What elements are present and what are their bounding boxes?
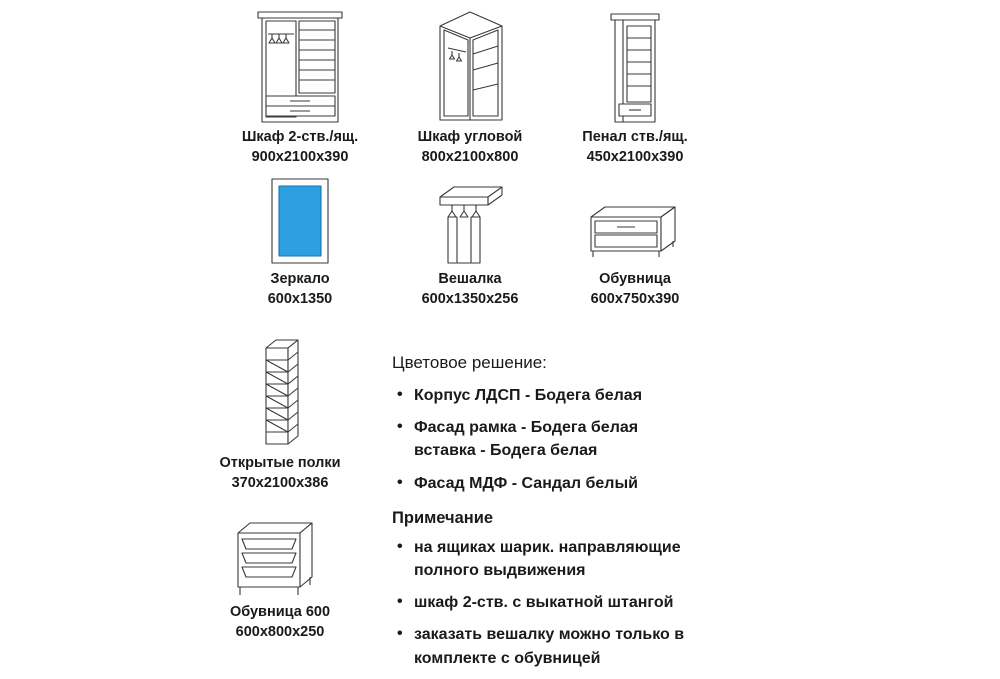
product-name: Шкаф угловой <box>417 129 523 145</box>
open-shelves-icon <box>180 332 380 454</box>
list-item <box>392 536 792 582</box>
product-name: Вешалка <box>438 271 502 287</box>
product-name: Зеркало <box>270 271 330 287</box>
product-caption <box>535 128 735 167</box>
product-dimensions: 450x2100x390 <box>586 148 684 165</box>
product-dimensions: 800x2100x800 <box>421 148 519 165</box>
product-dimensions: 370x2100x386 <box>231 474 329 491</box>
product-name: Обувница 600 <box>229 604 331 620</box>
color-scheme-item-1: Фасад рамка - Бодега белая <box>414 419 639 437</box>
product-name: Пенал ств./ящ. <box>582 129 688 145</box>
note-item-0-sub: полного выдвижения <box>414 561 586 579</box>
note-item-0: на ящиках шарик. направляющие <box>414 538 681 556</box>
product-card-tall-cabinet[interactable] <box>535 8 735 167</box>
color-scheme-list <box>392 384 792 495</box>
note-title: Примечание <box>392 508 494 527</box>
tall-cabinet-icon <box>535 8 735 128</box>
note-item-1: шкаф 2-ств. с выкатной штангой <box>414 594 674 612</box>
specifications-text-block <box>392 353 792 679</box>
shoe-cabinet-600-icon <box>180 515 380 603</box>
product-card-open-shelves[interactable] <box>180 332 380 493</box>
product-name: Открытые полки <box>219 455 341 471</box>
product-name: Обувница <box>599 271 671 287</box>
product-card-shoe-cabinet-600[interactable] <box>180 515 380 642</box>
color-scheme-title: Цветовое решение: <box>392 353 547 372</box>
list-item <box>392 591 792 614</box>
shoe-cabinet-icon <box>535 175 735 270</box>
note-item-2-sub: комплекте с обувницей <box>414 649 601 667</box>
note-list <box>392 536 792 670</box>
list-item <box>392 472 792 495</box>
product-dimensions: 600x1350 <box>267 290 333 307</box>
product-name: Шкаф 2-ств./ящ. <box>241 129 359 145</box>
product-caption <box>180 454 380 493</box>
product-caption <box>180 603 380 642</box>
product-dimensions: 600x1350x256 <box>421 290 519 307</box>
product-dimensions: 600x750x390 <box>590 290 680 307</box>
list-item <box>392 623 792 669</box>
product-dimensions: 900x2100x390 <box>251 148 349 165</box>
color-scheme-item-1-sub: вставка - Бодега белая <box>414 442 598 460</box>
color-scheme-item-2: Фасад МДФ - Сандал белый <box>414 474 638 492</box>
list-item <box>392 416 792 462</box>
color-scheme-item-0: Корпус ЛДСП - Бодега белая <box>414 387 643 404</box>
list-item <box>392 384 792 407</box>
product-caption <box>535 270 735 309</box>
product-card-shoe-cabinet[interactable] <box>535 175 735 309</box>
note-item-2: заказать вешалку можно только в <box>414 626 685 644</box>
product-dimensions: 600x800x250 <box>235 623 325 640</box>
